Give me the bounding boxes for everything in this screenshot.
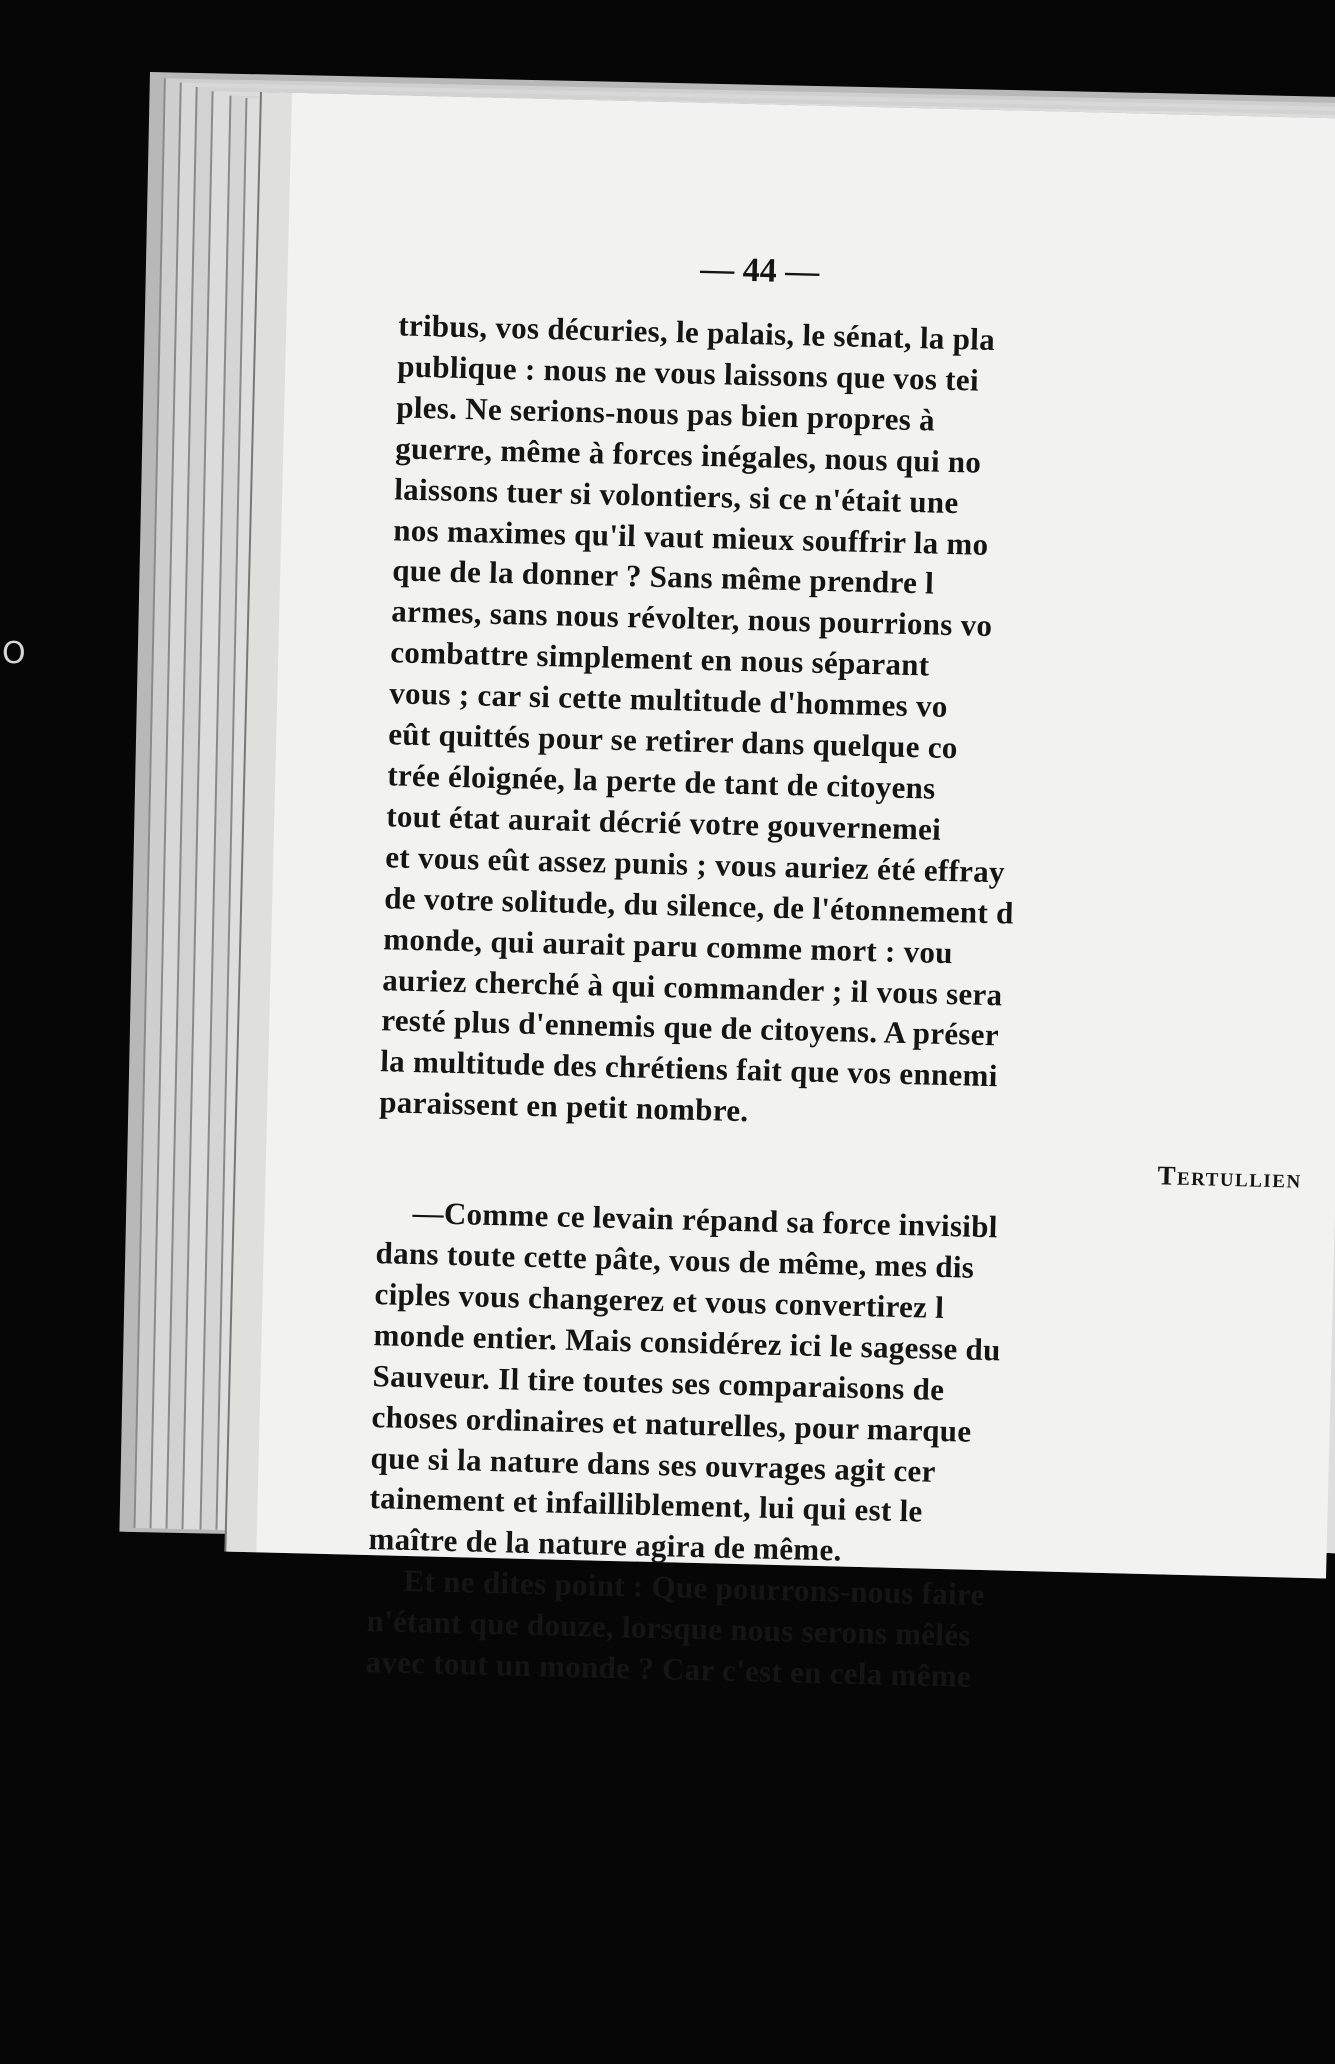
- text-line: nos maximes qu'il vaut mieux souffrir la mo: [392, 511, 989, 562]
- paragraph-2: [368, 1192, 1317, 1583]
- text-line: vous ; car si cette multitude d'hommes vo: [388, 675, 949, 725]
- text-line: monde entier. Mais considérez ici le sagesse du: [373, 1316, 1002, 1368]
- text-line: guerre, même à forces inégales, nous qui no: [394, 430, 982, 480]
- text-line: eût quittés pour se retirer dans quelque co: [387, 716, 959, 766]
- text-line: tainement et infailliblement, lui qui est le: [369, 1480, 924, 1530]
- text-line: combattre simplement en nous séparant: [389, 634, 930, 683]
- paragraph-1: [379, 305, 1335, 1146]
- text-line: n'étant que douze, lorsque nous serons mêlés: [366, 1603, 972, 1653]
- text-line: Sauveur. Il tire toutes ses comparaisons de: [372, 1357, 945, 1407]
- text-line: dans toute cette pâte, vous de même, mes dis: [375, 1235, 975, 1285]
- text-line: de votre solitude, du silence, de l'étonnement d: [383, 879, 1015, 931]
- page-number: — 44 —: [699, 250, 820, 291]
- text-line: trée éloignée, la perte de tant de citoyens: [386, 757, 936, 806]
- text-line: tout état aurait décrié votre gouvernemei: [385, 798, 942, 847]
- text-line: que si la nature dans ses ouvrages agit cer: [370, 1439, 937, 1489]
- book-page: [226, 92, 1335, 1694]
- text-line: ciples vous changerez et vous convertirez l: [374, 1276, 945, 1325]
- text-line: resté plus d'ennemis que de citoyens. A préser: [380, 1002, 1000, 1053]
- text-column: [365, 243, 1335, 1706]
- text-line: ples. Ne serions-nous pas bien propres à: [395, 389, 936, 438]
- text-line: choses ordinaires et naturelles, pour marque: [371, 1398, 972, 1449]
- text-line: publique : nous ne vous laissons que vos tei: [396, 348, 980, 398]
- text-line: auriez cherché à qui commander ; il vous sera: [381, 961, 1003, 1012]
- text-line: et vous eût assez punis ; vous auriez été effray: [384, 839, 1006, 890]
- text-line: tribus, vos décuries, le palais, le sénat, la pla: [397, 307, 996, 357]
- edge-mark: O: [2, 636, 26, 671]
- text-line: avec tout un monde ? Car c'est en cela même: [365, 1644, 972, 1694]
- text-line: monde, qui aurait paru comme mort : vou: [382, 920, 954, 970]
- author-signature: Tertullien: [1157, 1160, 1303, 1194]
- text-line: laissons tuer si volontiers, si ce n'était une: [393, 470, 959, 520]
- text-line: maître de la nature agira de même.: [368, 1521, 843, 1568]
- text-line: que de la donner ? Sans même prendre l: [391, 552, 935, 601]
- text-line: paraissent en petit nombre.: [378, 1084, 749, 1129]
- text-line: la multitude des chrétiens fait que vos ennemi: [379, 1043, 999, 1094]
- text-line: armes, sans nous révolter, nous pourrions vo: [390, 593, 993, 644]
- text-line: Et ne dites point : Que pourrons-nous faire: [403, 1563, 985, 1613]
- text-line: —Comme ce levain répand sa force invisibl: [412, 1195, 999, 1245]
- paragraph-3: [365, 1560, 1308, 1706]
